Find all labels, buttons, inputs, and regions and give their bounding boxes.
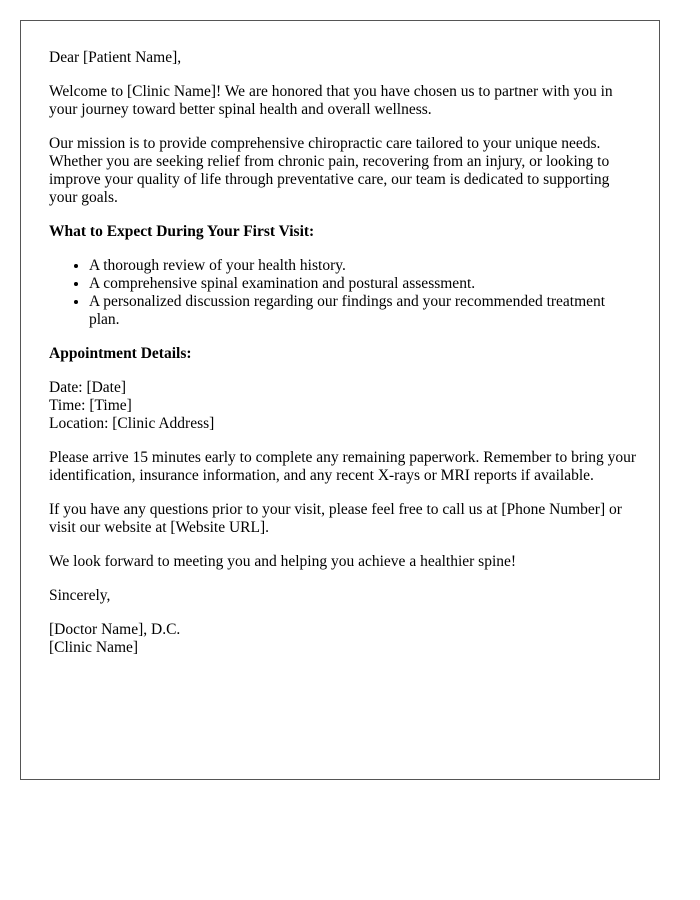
mission-paragraph: Our mission is to provide comprehensive chiropractic care tailored to your unique needs. Whether you are seeking relief from chronic pain, recovering from an injury, or looking to improve your quality of life through preventative care, our team is dedicated to supporting your goals. <box>49 135 610 206</box>
list-item: • A personalized discussion regarding our findings and your recommended treatment plan. <box>89 293 639 329</box>
letter-page <box>20 20 660 780</box>
first-visit-list <box>49 257 639 329</box>
appointment-time: Time: [Time] <box>49 397 132 414</box>
signature-block <box>49 621 639 657</box>
closing-paragraph: We look forward to meeting you and helping you achieve a healthier spine! <box>49 553 517 570</box>
appointment-location: Location: [Clinic Address] <box>49 415 215 432</box>
appointment-details <box>49 379 639 433</box>
questions-paragraph: If you have any questions prior to your visit, please feel free to call us at [Phone Number] or visit our website at [Website URL]. <box>49 501 622 536</box>
letter-body <box>49 49 639 673</box>
salutation: Dear [Patient Name], <box>49 49 182 66</box>
signoff: Sincerely, <box>49 587 111 604</box>
welcome-paragraph: Welcome to [Clinic Name]! We are honored that you have chosen us to partner with you in your journey toward better spinal health and overall wellness. <box>49 83 613 118</box>
list-item: • A thorough review of your health history. <box>89 257 639 275</box>
appointment-date: Date: [Date] <box>49 379 127 396</box>
list-item: • A comprehensive spinal examination and postural assessment. <box>89 275 639 293</box>
first-visit-heading: What to Expect During Your First Visit: <box>49 223 315 240</box>
arrival-paragraph: Please arrive 15 minutes early to complete any remaining paperwork. Remember to bring your identification, insurance information, and any recent X-rays or MRI reports if available. <box>49 449 637 484</box>
signature-clinic: [Clinic Name] <box>49 639 139 656</box>
appointment-heading: Appointment Details: <box>49 345 192 362</box>
signature-doctor: [Doctor Name], D.C. <box>49 621 181 638</box>
